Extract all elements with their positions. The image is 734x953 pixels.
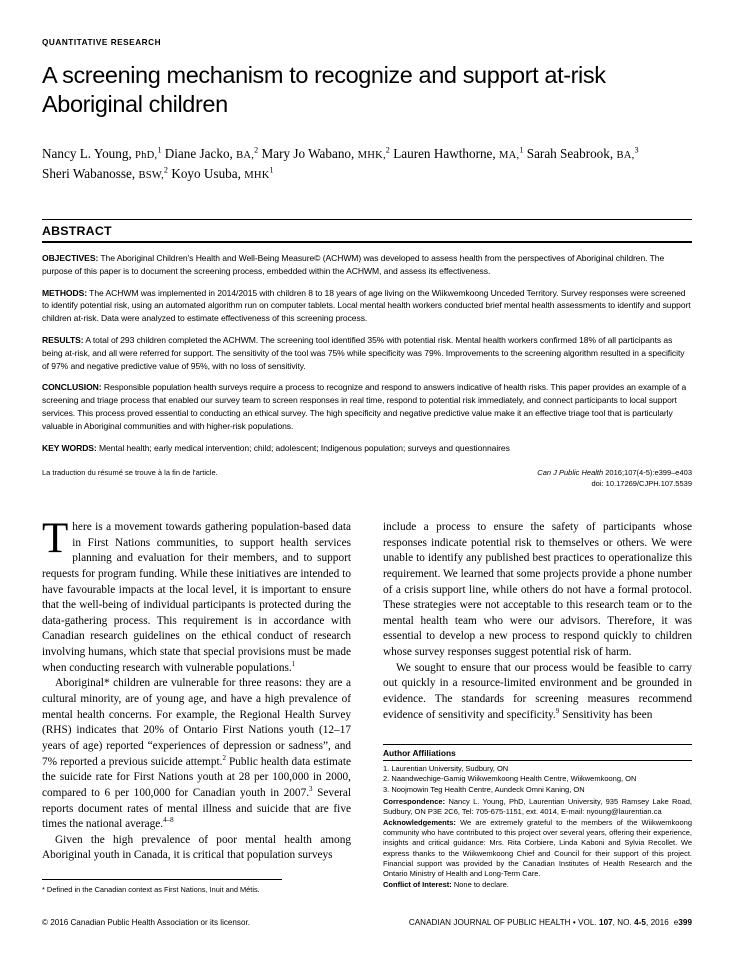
body-text: Sensitivity has been [559, 708, 653, 721]
author-affil-marker: 1 [269, 165, 274, 175]
correspondence-block [383, 797, 692, 817]
page-number [674, 918, 692, 927]
author-name: Diane Jacko, [161, 146, 237, 162]
author-degree: MA, [499, 150, 520, 162]
author-affil-marker: 1 [519, 145, 524, 155]
journal-footer [409, 918, 692, 927]
body-text: We sought to ensure that our process would be feasible to carry out quickly in a resource-limited environment and be grounded in evidence. The standards for screening measures recommend evidence of sensitivity and specificity. [383, 661, 692, 721]
drop-cap: T [42, 515, 69, 562]
author-degree: BA, [616, 150, 635, 162]
abstract-rule-bottom [42, 241, 692, 243]
author-affiliations-box [383, 744, 692, 890]
body-text: Aboriginal* children are vulnerable for three reasons: they are a cultural minority, are of young age, and have a high prevalence of mental health concerns. For example, the Regional Health Survey (RHS) indicates that 20% of Ontario First Nations youth (12–17 years of age) reported “experiences of depression or sadness”, and 7% reported a previous suicide attempt. [42, 677, 351, 768]
citation-ref: 9 [555, 706, 560, 715]
journal-name: Can J Public Health [537, 467, 604, 477]
translation-note: La traduction du résumé se trouve à la fin de l'article. [42, 467, 218, 477]
abstract-section [42, 219, 692, 489]
affiliation-item: 1. Laurentian University, Sudbury, ON [383, 763, 509, 773]
copyright-notice: © 2016 Canadian Public Health Association or its licensor. [42, 918, 250, 927]
author-affil-marker: 2 [254, 145, 259, 155]
citation-ref: 2 [222, 753, 226, 762]
footnote-text: * Defined in the Canadian context as First Nations, Inuit and Métis. [42, 885, 260, 894]
author-name: Sheri Wabanosse, [42, 165, 139, 181]
citation-ref: 1 [291, 660, 296, 668]
body-paragraph-safety: include a process to ensure the safety of participants whose responses indicate potential risk to themselves or others. We were unable to identify any published best practices to operationalize this requirement. We learned that some projects provide a phone number of a crisis support line, while others do not have a formal protocol. These strategies were not acceptable to this research team or to the mental health team who were our advisors. Therefore, it was essential to develop a new process to respond quickly to children whose survey responses suggest potential risk of harm. [383, 521, 692, 659]
citation-ref: 4–8 [163, 816, 174, 825]
footnote-block [42, 879, 351, 895]
abstract-label: METHODS: [42, 287, 88, 298]
citation-doi: doi: 10.17269/CJPH.107.5539 [591, 479, 692, 489]
page-footer [42, 918, 692, 927]
abstract-objectives [42, 252, 692, 278]
abstract-text: A total of 293 children completed the ACHWM. The screening tool identified 35% with potential risk. Mental health workers confirmed 18% of all participants as being at-risk, and all were referred for support. The sensitivity of the tool was 75% while specificity was 79%. Improvements to the screening algorithm resulted in a specificity of 97% and negative predictive value of 95%, with no loss of sensitivity. [42, 334, 685, 371]
abstract-results [42, 334, 692, 373]
author-affil-marker: 1 [157, 145, 162, 155]
citation-block [537, 467, 692, 490]
section-kicker: QUANTITATIVE RESEARCH [42, 38, 162, 47]
acknowledgements-label: Acknowledgements: [383, 818, 456, 828]
acknowledgements-block [383, 818, 692, 879]
abstract-text: Responsible population health surveys require a process to recognize and respond to answers indicative of health risks. This paper provides an example of a screening and triage process that enabled our survey team to screen responses in real time, respond to potential risk immediately, and connect participants to local support services. This process proved essential to conducting an ethical survey. The high specificity and negative predictive value make it an effective triage tool that is particularly valuable in Aboriginal communities and with higher-risk populations. [42, 382, 687, 432]
conflict-text: None to declare. [451, 880, 509, 890]
abstract-conclusion [42, 381, 692, 433]
citation-reference [537, 467, 692, 478]
affiliations-rule-bottom [383, 760, 692, 761]
author-affil-marker: 2 [163, 165, 169, 175]
author-degree: MHK [244, 169, 270, 181]
author-degree: BA, [236, 150, 255, 162]
author-name: Mary Jo Wabano, [258, 146, 358, 162]
journal-title-prefix: CANADIAN JOURNAL OF PUBLIC HEALTH • VOL. [408, 918, 600, 927]
abstract-text: The Aboriginal Children's Health and Well-Being Measure© (ACHWM) was developed to assess health from the perspectives of Aboriginal children. The purpose of this paper is to document the screening process, embedded within the ACHWM, and assess its effectiveness. [42, 253, 665, 277]
abstract-label: OBJECTIVES: [42, 253, 99, 264]
author-degree: PhD, [135, 150, 158, 162]
author-degree: BSW, [138, 169, 164, 181]
page-title: A screening mechanism to recognize and support at-risk Aboriginal children [42, 62, 606, 117]
author-name: Sarah Seabrook, [523, 146, 617, 162]
abstract-methods [42, 287, 692, 326]
body-paragraph-evidence [383, 661, 692, 724]
author-list [42, 144, 692, 183]
citation-ref: 3 [309, 785, 313, 794]
body-text: Public health data estimate the suicide rate for First Nations youth at 28 per 100,000 in 2000, compared to 6 per 100,000 for Canadian youth in 2007. [42, 755, 351, 799]
abstract-label: KEY WORDS: [42, 442, 97, 453]
acknowledgements-text: We are extremely grateful to the members of the Wiikwemkoong community who have contributed to this project over several years, offering their experience, insights and critical guidance: Mrs. Rita Corbiere, Linda Kaboni and Sylvia Recollet. We express thanks to the Wiikwemkoong Chief and Council for their support of this project. Financial support was provided by the Canadian Institutes of Health Research and the Ontario Ministry of Health and Long-Term Care. [383, 818, 692, 878]
citation-detail: 2016;107(4-5):e399–e403 [603, 467, 692, 477]
footnote-rule [42, 879, 282, 880]
author-name: Nancy L. Young, [42, 146, 136, 162]
page-number-prefix: e [673, 918, 679, 927]
left-column [42, 515, 351, 864]
abstract-label: RESULTS: [42, 334, 84, 345]
abstract-text: The ACHWM was implemented in 2014/2015 with children 8 to 18 years of age living on the Wiikwemkoong Unceded Territory. Survey responses were screened to identify potential risk, using an automated algorithm run on computer tablets. Local mental health workers conducted brief mental health assessments to identify and support children at-risk. Data were analyzed to estimate effectiveness of this screening process. [42, 287, 691, 324]
author-degree: MHK, [357, 150, 386, 162]
body-paragraph-intro [42, 515, 351, 676]
abstract-heading: ABSTRACT [42, 224, 112, 239]
body-paragraph-vulnerability [42, 676, 351, 832]
correspondence-text: Nancy L. Young, PhD, Laurentian University, 935 Ramsey Lake Road, Sudbury, ON P3E 2C6, Tel: 705-675-1151, ext. 4014, E-mail: nyoung@laurentian.ca [383, 796, 692, 816]
author-affil-marker: 3 [634, 145, 639, 155]
author-name: Koyo Usuba, [168, 165, 245, 181]
conflict-label: Conflict of Interest: [383, 880, 452, 890]
author-name: Lauren Hawthorne, [389, 146, 500, 162]
journal-title-suffix: , 2016 [645, 918, 669, 927]
citation-row [42, 467, 692, 490]
body-text: here is a movement towards gathering population-based data in First Nations communities, to support health services planning and evaluation for their members, and to support requests for program funding. While these initiatives are intended to have favourable impacts at the local level, it is important to ensure that the well-being of individual participants is protected during the data-gathering process. This requirement is in accordance with Canadian research guidelines on the ethical conduct of research involving humans, which state that special provisions must be made when conducting research with vulnerable populations. [42, 521, 351, 674]
abstract-label: CONCLUSION: [42, 382, 102, 393]
volume-number: 107 [599, 918, 613, 927]
conflict-of-interest-block [383, 880, 692, 890]
author-affil-marker: 2 [385, 145, 390, 155]
affiliation-item: 3. Noojmowin Teg Health Centre, Aundeck Omni Kaning, ON [383, 784, 585, 794]
body-text: Several reports document rates of mental illness and suicide that are five times the national average. [42, 786, 351, 831]
body-paragraph-prevalence: Given the high prevalence of poor mental health among Aboriginal youth in Canada, it is critical that population surveys [42, 833, 351, 862]
issue-number: 4-5 [634, 918, 646, 927]
affiliations-heading: Author Affiliations [383, 747, 456, 758]
page-number-value: 399 [678, 918, 692, 927]
abstract-body [42, 252, 692, 455]
article-header [42, 38, 692, 183]
affiliation-item: 2. Naandwechige-Gamig Wiikwemkoong Health Centre, Wiikwemkoong, ON [383, 774, 637, 784]
abstract-text: Mental health; early medical intervention; child; adolescent; Indigenous population; surveys and questionnaires [96, 442, 510, 453]
abstract-keywords [42, 442, 692, 455]
journal-title-mid: , NO. [612, 918, 635, 927]
correspondence-label: Correspondence: [383, 796, 446, 806]
